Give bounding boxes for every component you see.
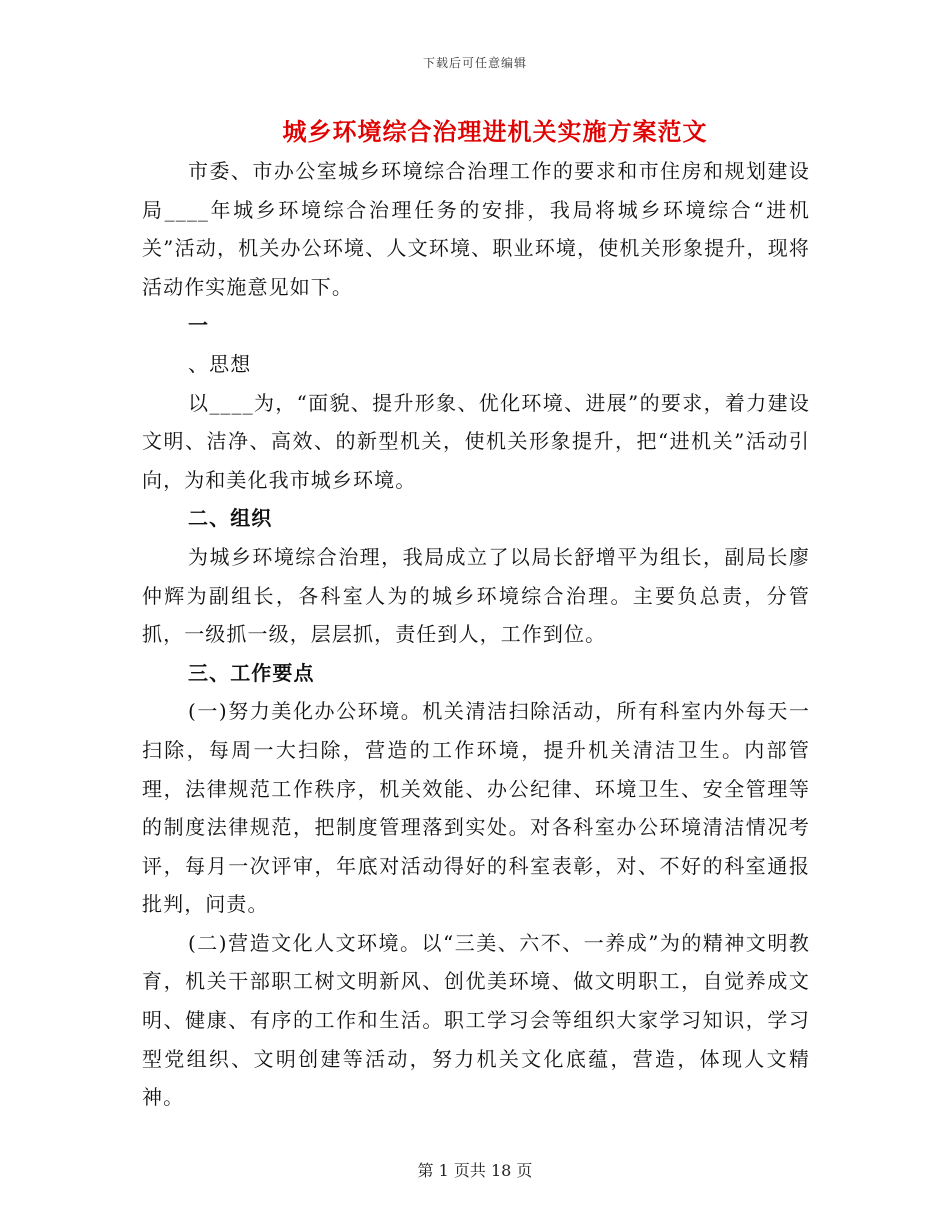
header-note: 下载后可任意编辑 bbox=[422, 56, 527, 70]
document-body bbox=[142, 152, 810, 1117]
page-footer: 第 1 页共 18 页 bbox=[417, 1161, 533, 1180]
body-paragraph: 、思想 bbox=[188, 351, 252, 376]
document-title: 城乡环境综合治理进机关实施方案范文 bbox=[282, 117, 708, 146]
section-heading-1: 一 bbox=[188, 313, 210, 338]
body-paragraph: (二)营造文化人文环境。以“三美、六不、一养成”为的精神文明教育，机关干部职工树文明新风、创优美环境、做文明职工，自觉养成文明、健康、有序的工作和生活。职工学习会等组织大家学习知识，学习型党组织、文明创建等活动，努力机关文化底蕴，营造，体现人文精神。 bbox=[142, 930, 810, 1110]
body-paragraph: 以____为，“面貌、提升形象、优化环境、进展”的要求，着力建设文明、洁净、高效、的新型机关，使机关形象提升，把“进机关”活动引向，为和美化我市城乡环境。 bbox=[142, 390, 810, 492]
intro-paragraph: 市委、市办公室城乡环境综合治理工作的要求和市住房和规划建设局____年城乡环境综合治理任务的安排，我局将城乡环境综合“进机关”活动，机关办公环境、人文环境、职业环境，使机关形象提升，现将活动作实施意见如下。 bbox=[142, 159, 810, 299]
body-paragraph: (一)努力美化办公环境。机关清洁扫除活动，所有科室内外每天一扫除，每周一大扫除，营造的工作环境，提升机关清洁卫生。内部管理，法律规范工作秩序，机关效能、办公纪律、环境卫生、安全管理等的制度法律规范，把制度管理落到实处。对各科室办公环境清洁情况考评，每月一次评审，年底对活动得好的科室表彰，对、不好的科室通报批判，问责。 bbox=[142, 699, 810, 917]
body-paragraph: 为城乡环境综合治理，我局成立了以局长舒增平为组长，副局长廖仲辉为副组长，各科室人为的城乡环境综合治理。主要负总责，分管抓，一级抓一级，层层抓，责任到人，工作到位。 bbox=[142, 544, 810, 647]
section-heading-3: 三、工作要点 bbox=[188, 660, 315, 685]
section-heading-2: 二、组织 bbox=[188, 506, 273, 531]
